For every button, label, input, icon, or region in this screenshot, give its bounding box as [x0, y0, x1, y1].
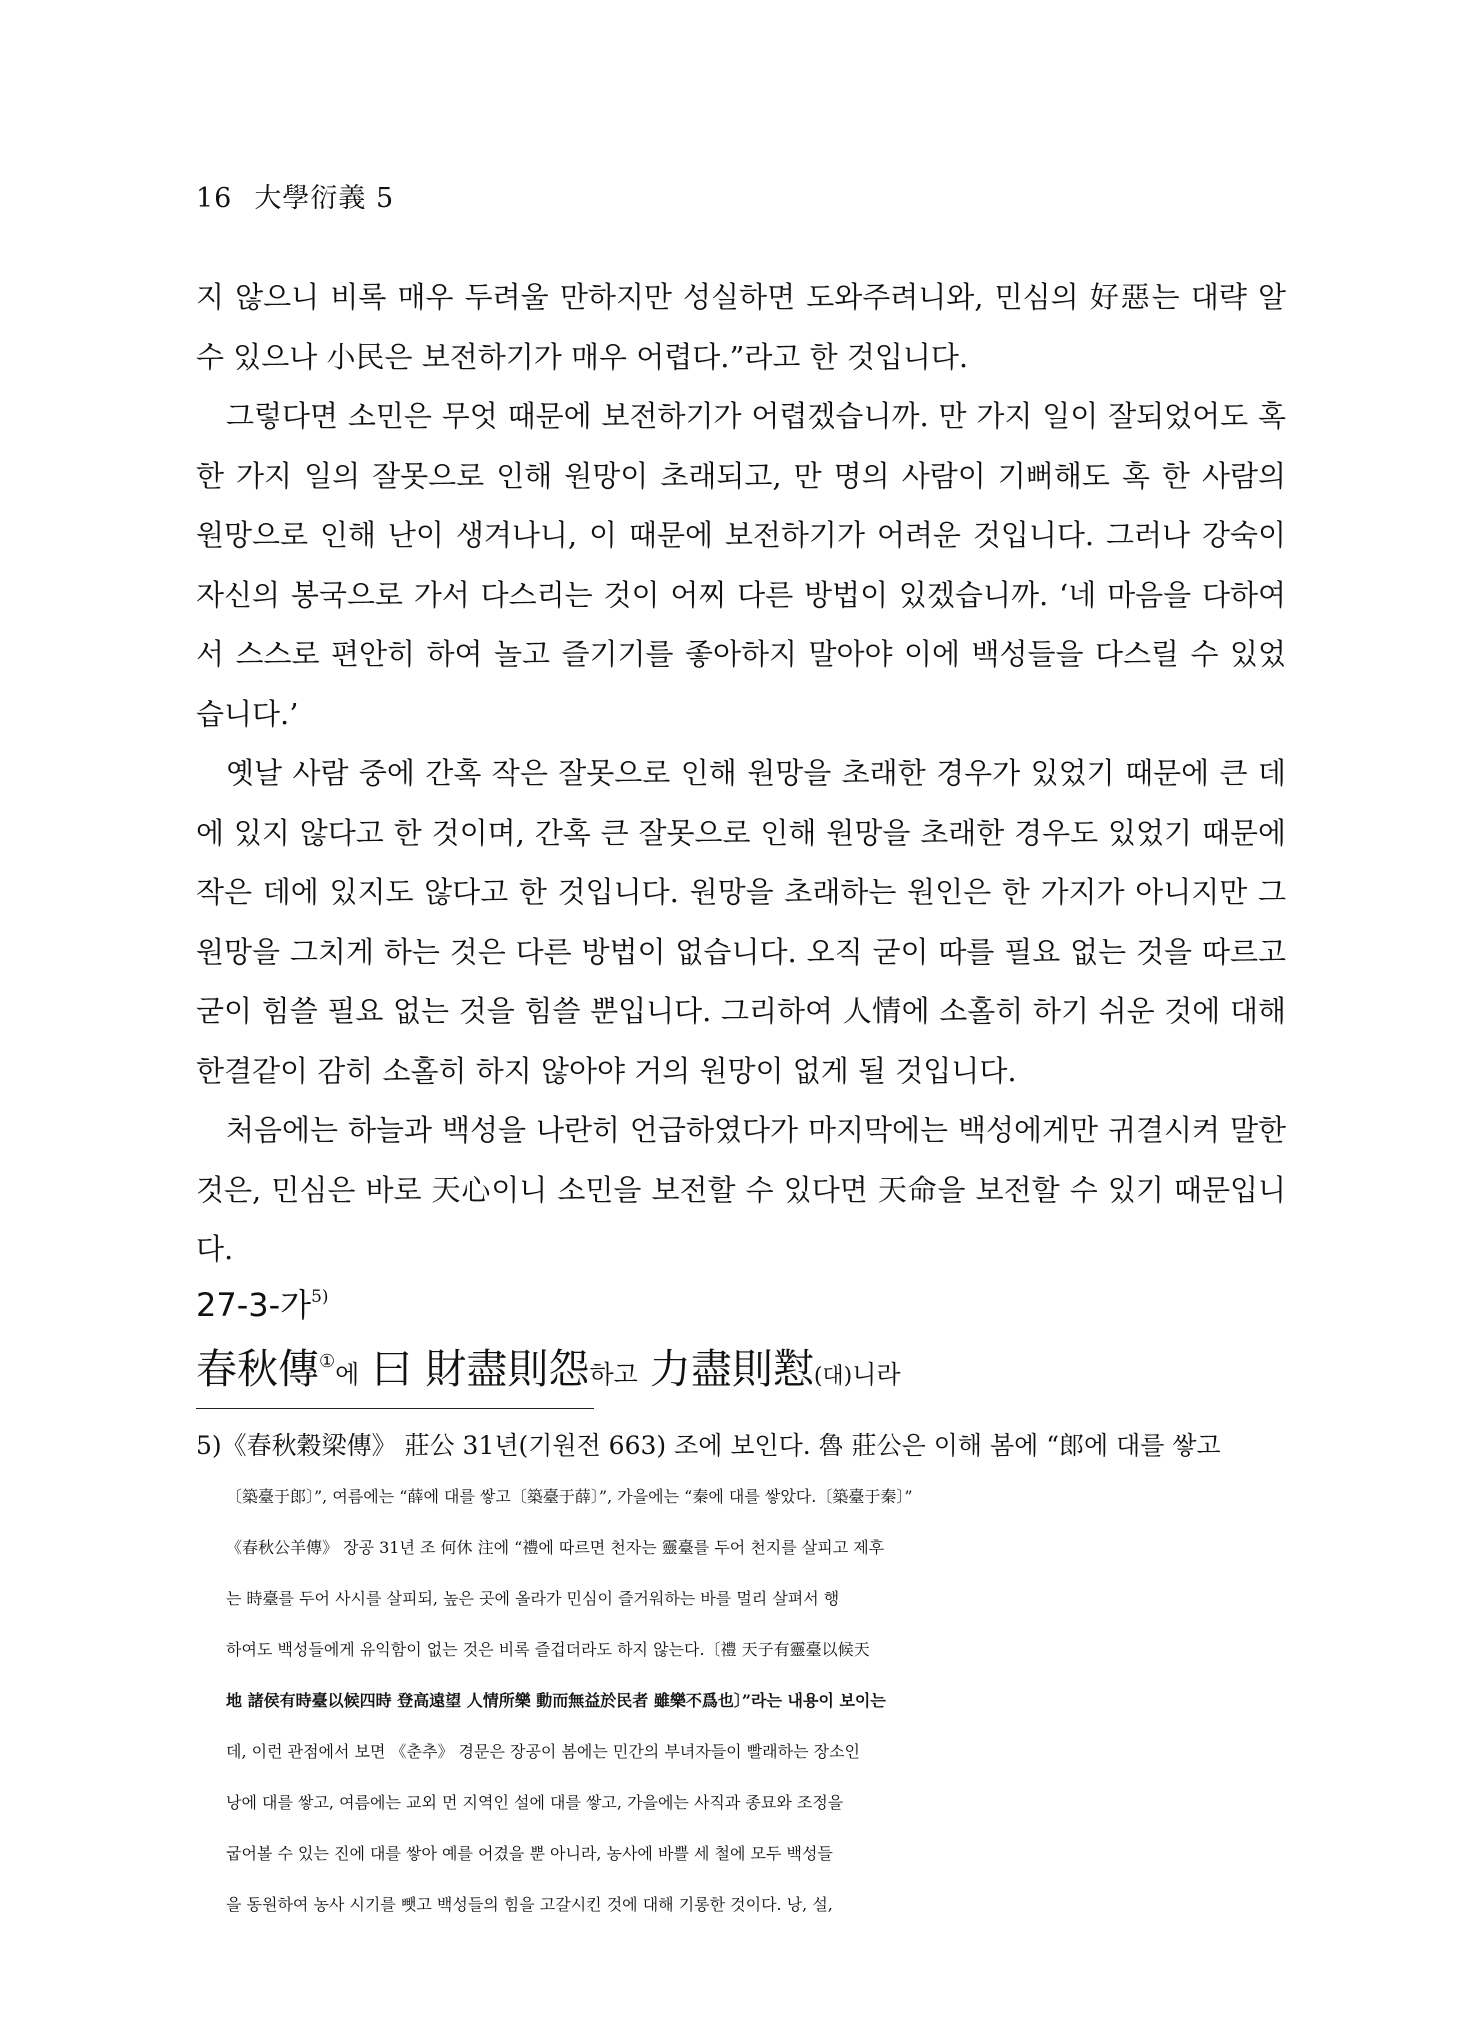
page-number: 16 [196, 183, 233, 214]
paragraph: 지 않으니 비록 매우 두려울 만하지만 성실하면 도와주려니와, 민심의 好惡는 대략 알 수 있으나 小民은 보전하기가 매우 어렵다.”라고 한 것입니다. [196, 280, 1286, 374]
footnote-line: 낭에 대를 쌓고, 여름에는 교외 먼 지역인 설에 대를 쌓고, 가을에는 사직과 종묘와 조정을 [226, 1793, 844, 1812]
paragraph: 처음에는 하늘과 백성을 나란히 언급하였다가 마지막에는 백성에게만 귀결시켜 말한 것은, 민심은 바로 天心이니 소민을 보전할 수 있다면 天命을 보전할 수 있기 때문입니다. [196, 1113, 1286, 1266]
footnote-line: 데, 이런 관점에서 보면 《춘추》 경문은 장공이 봄에는 민간의 부녀자들이 빨래하는 장소인 [226, 1742, 860, 1761]
body-text [196, 268, 1286, 1280]
classical-particle: 에 [335, 1360, 360, 1389]
footnote-line: 《春秋公羊傳》 장공 31년 조 何休 注에 “禮에 따르면 천자는 靈臺를 두어 천지를 살피고 제후 [226, 1538, 885, 1557]
footnote [196, 1420, 1286, 1930]
classical-text [196, 1336, 901, 1395]
footnote-line: 굽어볼 수 있는 진에 대를 쌓아 예를 어겼을 뿐 아니라, 농사에 바쁠 세 철에 모두 백성들 [226, 1844, 833, 1863]
footnote-divider [196, 1408, 594, 1409]
book-title: 大學衍義 5 [254, 183, 395, 214]
section-number: 27-3-가 [196, 1286, 312, 1324]
annotation-marker: ① [319, 1351, 336, 1372]
classical-phrase: 曰 財盡則怨 [371, 1345, 590, 1393]
classical-source: 春秋傳 [196, 1345, 319, 1393]
footnote-reference: 5) [311, 1287, 329, 1307]
footnote-line: 하여도 백성들에게 유익함이 없는 것은 비록 즐겁더라도 하지 않는다.〔禮 天子有靈臺以候天 [226, 1640, 870, 1659]
paragraph: 그렇다면 소민은 무엇 때문에 보전하기가 어렵겠습니까. 만 가지 일이 잘되었어도 혹 한 가지 일의 잘못으로 인해 원망이 초래되고, 만 명의 사람이 기뻐해도 혹 한 사람의 원망으로 인해 난이 생겨나니, 이 때문에 보전하기가 어려운 것입니다. 그러나 강숙이 자신의 봉국으로 가서 다스리는 것이 어찌 다른 방법이 있겠습니까. ‘네 마음을 다하여서 스스로 편안히 하여 놀고 즐기기를 좋아하지 말아야 이에 백성들을 다스릴 수 있었습니다.’ [196, 399, 1286, 731]
classical-particle: 니라 [852, 1360, 901, 1389]
footnote-line: 〔築臺于郎〕”, 여름에는 “薛에 대를 쌓고〔築臺于薛〕”, 가을에는 “秦에 대를 쌓았다.〔築臺于秦〕” [226, 1487, 913, 1506]
paragraph: 옛날 사람 중에 간혹 작은 잘못으로 인해 원망을 초래한 경우가 있었기 때문에 큰 데에 있지 않다고 한 것이며, 간혹 큰 잘못으로 인해 원망을 초래한 경우도 있었기 때문에 작은 데에 있지도 않다고 한 것입니다. 원망을 초래하는 원인은 한 가지가 아니지만 그 원망을 그치게 하는 것은 다른 방법이 없습니다. 오직 굳이 따를 필요 없는 것을 따르고 굳이 힘쓸 필요 없는 것을 힘쓸 뿐입니다. 그리하여 人情에 소홀히 하기 쉬운 것에 대해 한결같이 감히 소홀히 하지 않아야 거의 원망이 없게 될 것입니다. [196, 756, 1286, 1088]
footnote-line: 地 諸侯有時臺以候四時 登高遠望 人情所樂 動而無益於民者 雖樂不爲也〕”라는 내용이 보이는 [226, 1691, 886, 1710]
classical-phrase: 力盡則懟 [649, 1345, 814, 1393]
running-head [196, 176, 394, 215]
footnote-line: 을 동원하여 농사 시기를 뺏고 백성들의 힘을 고갈시킨 것에 대해 기롱한 것이다. 낭, 설, [226, 1895, 833, 1914]
classical-particle: 하고 [589, 1360, 638, 1389]
pronunciation-gloss: (대) [813, 1364, 853, 1389]
footnote-line: 5)《春秋穀梁傳》 莊公 31년(기원전 663) 조에 보인다. 魯 莊公은 이해 봄에 “郎에 대를 쌓고 [196, 1431, 1221, 1460]
section-heading [196, 1280, 329, 1326]
footnote-line: 는 時臺를 두어 사시를 살피되, 높은 곳에 올라가 민심이 즐거워하는 바를 멀리 살펴서 행 [226, 1589, 840, 1608]
